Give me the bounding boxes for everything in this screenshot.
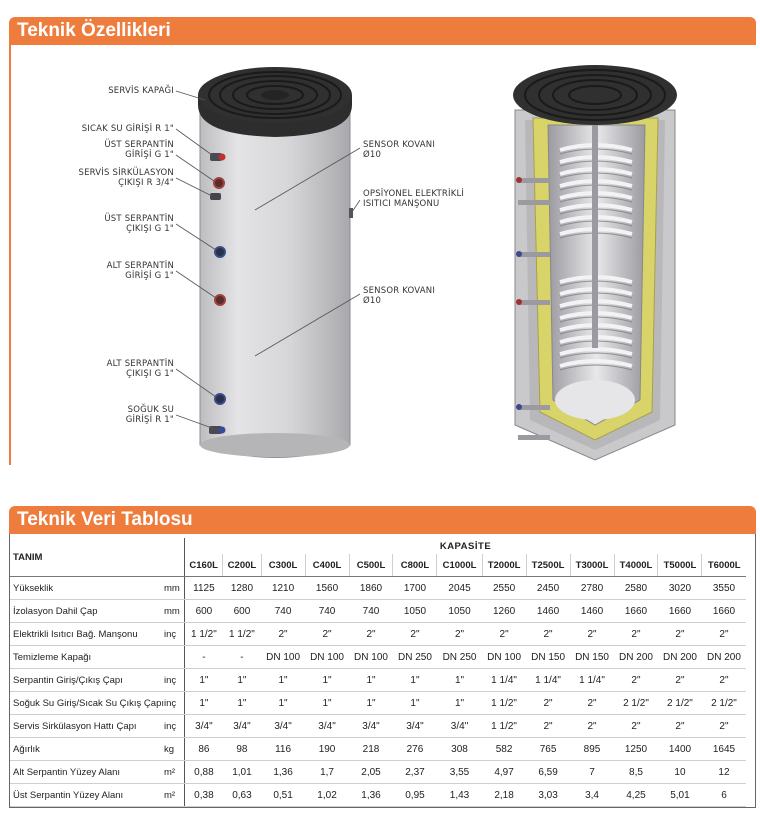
- row-label: Ağırlık: [10, 738, 164, 761]
- table-cell: 6,59: [526, 761, 570, 784]
- table-cell: 1": [437, 692, 482, 715]
- section-title: Teknik Veri Tablosu: [17, 509, 193, 530]
- callout-sensor-kovani-1: SENSOR KOVANI Ø10: [363, 140, 436, 160]
- table-cell: 1": [185, 692, 223, 715]
- table-cell: 0,95: [393, 784, 437, 807]
- row-unit: m²: [164, 761, 185, 784]
- table-cell: 2 1/2": [702, 692, 746, 715]
- model-header: C160L: [185, 554, 223, 577]
- table-cell: 2": [570, 692, 614, 715]
- table-cell: 600: [223, 600, 261, 623]
- table-cell: 2045: [437, 577, 482, 600]
- table-cell: 1": [223, 669, 261, 692]
- table-cell: 740: [349, 600, 393, 623]
- row-unit: inç: [164, 669, 185, 692]
- table-cell: 2 1/2": [614, 692, 658, 715]
- table-cell: DN 100: [482, 646, 526, 669]
- table-cell: 2": [614, 623, 658, 646]
- table-cell: 1,02: [305, 784, 349, 807]
- table-cell: 5,01: [658, 784, 702, 807]
- table-cell: 4,97: [482, 761, 526, 784]
- table-cell: 218: [349, 738, 393, 761]
- table-cell: 740: [261, 600, 305, 623]
- table-cell: 3,4: [570, 784, 614, 807]
- table-cell: 1": [261, 669, 305, 692]
- model-header: C1000L: [437, 554, 482, 577]
- table-cell: 1": [305, 669, 349, 692]
- table-cell: 2": [393, 623, 437, 646]
- table-cell: 98: [223, 738, 261, 761]
- table-cell: DN 100: [349, 646, 393, 669]
- table-cell: 2": [305, 623, 349, 646]
- table-row: [10, 784, 746, 807]
- table-cell: 600: [185, 600, 223, 623]
- table-cell: 2": [570, 623, 614, 646]
- table-cell: 2": [658, 623, 702, 646]
- table-cell: 2": [702, 715, 746, 738]
- table-cell: 8,5: [614, 761, 658, 784]
- table-cell: 3,55: [437, 761, 482, 784]
- table-cell: 3020: [658, 577, 702, 600]
- table-cell: 1": [437, 669, 482, 692]
- tanim-header: TANIM: [10, 538, 164, 577]
- table-cell: 3/4": [437, 715, 482, 738]
- table-cell: 116: [261, 738, 305, 761]
- table-cell: 1,36: [349, 784, 393, 807]
- callout-servis-sirkulasyon: SERVİS SİRKÜLASYON ÇIKIŞI R 3/4": [78, 168, 174, 188]
- model-header: C300L: [261, 554, 305, 577]
- table-cell: 1": [393, 669, 437, 692]
- table-body: [10, 577, 746, 807]
- table-cell: 1250: [614, 738, 658, 761]
- row-label: Servis Sirkülasyon Hattı Çapı: [10, 715, 164, 738]
- callout-sicak-su-girisi: SICAK SU GİRİŞİ R 1": [81, 124, 174, 134]
- table-cell: 765: [526, 738, 570, 761]
- row-label: Temizleme Kapağı: [10, 646, 164, 669]
- table-cell: DN 100: [305, 646, 349, 669]
- table-cell: 2": [658, 669, 702, 692]
- table-cell: 2,05: [349, 761, 393, 784]
- row-unit: mm: [164, 600, 185, 623]
- table-cell: 1 1/2": [185, 623, 223, 646]
- model-header: T6000L: [702, 554, 746, 577]
- table-cell: 1125: [185, 577, 223, 600]
- model-header: T2500L: [526, 554, 570, 577]
- table-cell: 2780: [570, 577, 614, 600]
- table-cell: 308: [437, 738, 482, 761]
- model-header: T4000L: [614, 554, 658, 577]
- table-cell: 0,38: [185, 784, 223, 807]
- table-cell: 2": [614, 715, 658, 738]
- table-row: [10, 623, 746, 646]
- table-cell: 740: [305, 600, 349, 623]
- model-header: C400L: [305, 554, 349, 577]
- tank-cutaway-view: [513, 65, 677, 460]
- callout-alt-serpantin-girisi: ALT SERPANTİN GİRİŞİ G 1": [106, 261, 174, 281]
- table-cell: 2": [437, 623, 482, 646]
- table-cell: 2": [482, 623, 526, 646]
- table-row: [10, 600, 746, 623]
- model-header: C500L: [349, 554, 393, 577]
- table-cell: 2580: [614, 577, 658, 600]
- row-label: Üst Serpantin Yüzey Alanı: [10, 784, 164, 807]
- table-cell: 1 1/2": [223, 623, 261, 646]
- table-cell: 1660: [614, 600, 658, 623]
- table-cell: 2": [526, 715, 570, 738]
- table-cell: 6: [702, 784, 746, 807]
- table-cell: 86: [185, 738, 223, 761]
- table-cell: 3/4": [349, 715, 393, 738]
- table-cell: 2": [261, 623, 305, 646]
- callout-servis-kapagi: SERVİS KAPAĞI: [108, 86, 174, 96]
- table-cell: -: [223, 646, 261, 669]
- table-cell: 895: [570, 738, 614, 761]
- table-cell: 0,51: [261, 784, 305, 807]
- table-cell: 1": [261, 692, 305, 715]
- table-cell: 3/4": [223, 715, 261, 738]
- table-cell: 2": [526, 692, 570, 715]
- table-cell: 2 1/2": [658, 692, 702, 715]
- table-cell: 2,37: [393, 761, 437, 784]
- table-cell: 1": [223, 692, 261, 715]
- section-title: Teknik Özellikleri: [17, 20, 171, 41]
- table-cell: 0,88: [185, 761, 223, 784]
- table-cell: 1,36: [261, 761, 305, 784]
- table-cell: 1 1/4": [570, 669, 614, 692]
- callout-opsiyonel-isitici: OPSİYONEL ELEKTRİKLİ ISITICI MANŞONU: [363, 189, 465, 209]
- table-row: [10, 577, 746, 600]
- table-cell: 1700: [393, 577, 437, 600]
- table-row: [10, 669, 746, 692]
- table-cell: DN 250: [437, 646, 482, 669]
- table-cell: 1": [349, 669, 393, 692]
- table-cell: 1 1/4": [526, 669, 570, 692]
- table-cell: 1 1/2": [482, 715, 526, 738]
- callout-alt-serpantin-cikisi: ALT SERPANTİN ÇIKIŞI G 1": [106, 359, 174, 379]
- table-cell: 1,01: [223, 761, 261, 784]
- table-cell: 1660: [702, 600, 746, 623]
- table-cell: 2": [658, 715, 702, 738]
- row-label: Alt Serpantin Yüzey Alanı: [10, 761, 164, 784]
- row-unit: mm: [164, 577, 185, 600]
- row-label: İzolasyon Dahil Çap: [10, 600, 164, 623]
- table-cell: 2450: [526, 577, 570, 600]
- table-cell: 1860: [349, 577, 393, 600]
- table-cell: DN 200: [658, 646, 702, 669]
- table-cell: -: [185, 646, 223, 669]
- table-cell: DN 250: [393, 646, 437, 669]
- table-row: [10, 761, 746, 784]
- row-label: Soğuk Su Giriş/Sıcak Su Çıkış Çapı: [10, 692, 164, 715]
- model-header: C800L: [393, 554, 437, 577]
- table-cell: 10: [658, 761, 702, 784]
- table-cell: 1,43: [437, 784, 482, 807]
- model-header: T3000L: [570, 554, 614, 577]
- table-row: [10, 692, 746, 715]
- table-cell: 0,63: [223, 784, 261, 807]
- table-cell: DN 200: [614, 646, 658, 669]
- table-row: [10, 646, 746, 669]
- table-cell: 1400: [658, 738, 702, 761]
- table-cell: 1050: [393, 600, 437, 623]
- row-unit: [164, 646, 185, 669]
- row-label: Yükseklik: [10, 577, 164, 600]
- row-unit: inç: [164, 692, 185, 715]
- row-label: Elektrikli Isıtıcı Bağ. Manşonu: [10, 623, 164, 646]
- table-cell: 1": [393, 692, 437, 715]
- capacity-header: KAPASİTE: [185, 538, 746, 554]
- table-cell: 1,7: [305, 761, 349, 784]
- table-cell: 1460: [526, 600, 570, 623]
- table-cell: 1210: [261, 577, 305, 600]
- table-cell: 12: [702, 761, 746, 784]
- row-label: Serpantin Giriş/Çıkış Çapı: [10, 669, 164, 692]
- table-cell: DN 100: [261, 646, 305, 669]
- table-cell: 3,03: [526, 784, 570, 807]
- table-cell: 3/4": [261, 715, 305, 738]
- fitting-sicak-su: [210, 153, 226, 161]
- table-cell: 2550: [482, 577, 526, 600]
- table-cell: 1": [349, 692, 393, 715]
- table-cell: 3/4": [393, 715, 437, 738]
- table-row: [10, 715, 746, 738]
- tank-exterior-view: [198, 67, 352, 458]
- row-unit: m²: [164, 784, 185, 807]
- table-cell: 2": [570, 715, 614, 738]
- row-unit: inç: [164, 623, 185, 646]
- table-cell: 1": [305, 692, 349, 715]
- table-cell: 1 1/2": [482, 692, 526, 715]
- spec-table: [10, 538, 746, 807]
- model-header: T5000L: [658, 554, 702, 577]
- table-cell: 582: [482, 738, 526, 761]
- model-header: T2000L: [482, 554, 526, 577]
- table-cell: 1": [185, 669, 223, 692]
- section-header-teknik-veri-tablosu: [9, 506, 756, 534]
- table-cell: 3550: [702, 577, 746, 600]
- table-cell: 1645: [702, 738, 746, 761]
- table-cell: 7: [570, 761, 614, 784]
- table-cell: 1460: [570, 600, 614, 623]
- callout-ust-serpantin-cikisi: ÜST SERPANTİN ÇIKIŞI G 1": [104, 214, 174, 234]
- table-cell: DN 150: [526, 646, 570, 669]
- row-unit: inç: [164, 715, 185, 738]
- table-cell: 1050: [437, 600, 482, 623]
- row-unit: kg: [164, 738, 185, 761]
- table-cell: 1260: [482, 600, 526, 623]
- table-cell: DN 200: [702, 646, 746, 669]
- callout-sensor-kovani-2: SENSOR KOVANI Ø10: [363, 286, 436, 306]
- table-cell: 1280: [223, 577, 261, 600]
- table-cell: 3/4": [185, 715, 223, 738]
- table-cell: 3/4": [305, 715, 349, 738]
- table-cell: 1 1/4": [482, 669, 526, 692]
- table-cell: 2": [349, 623, 393, 646]
- table-cell: 2": [614, 669, 658, 692]
- table-cell: 2": [702, 623, 746, 646]
- table-cell: 1560: [305, 577, 349, 600]
- table-cell: 4,25: [614, 784, 658, 807]
- table-cell: 190: [305, 738, 349, 761]
- callout-ust-serpantin-girisi: ÜST SERPANTİN GİRİŞİ G 1": [104, 140, 174, 160]
- table-row: [10, 738, 746, 761]
- table-cell: 2": [526, 623, 570, 646]
- callout-soguk-su-girisi: SOĞUK SU GİRİŞİ R 1": [125, 405, 174, 425]
- table-cell: 276: [393, 738, 437, 761]
- table-cell: 2,18: [482, 784, 526, 807]
- table-cell: 1660: [658, 600, 702, 623]
- model-header: C200L: [223, 554, 261, 577]
- table-cell: 2": [702, 669, 746, 692]
- table-cell: DN 150: [570, 646, 614, 669]
